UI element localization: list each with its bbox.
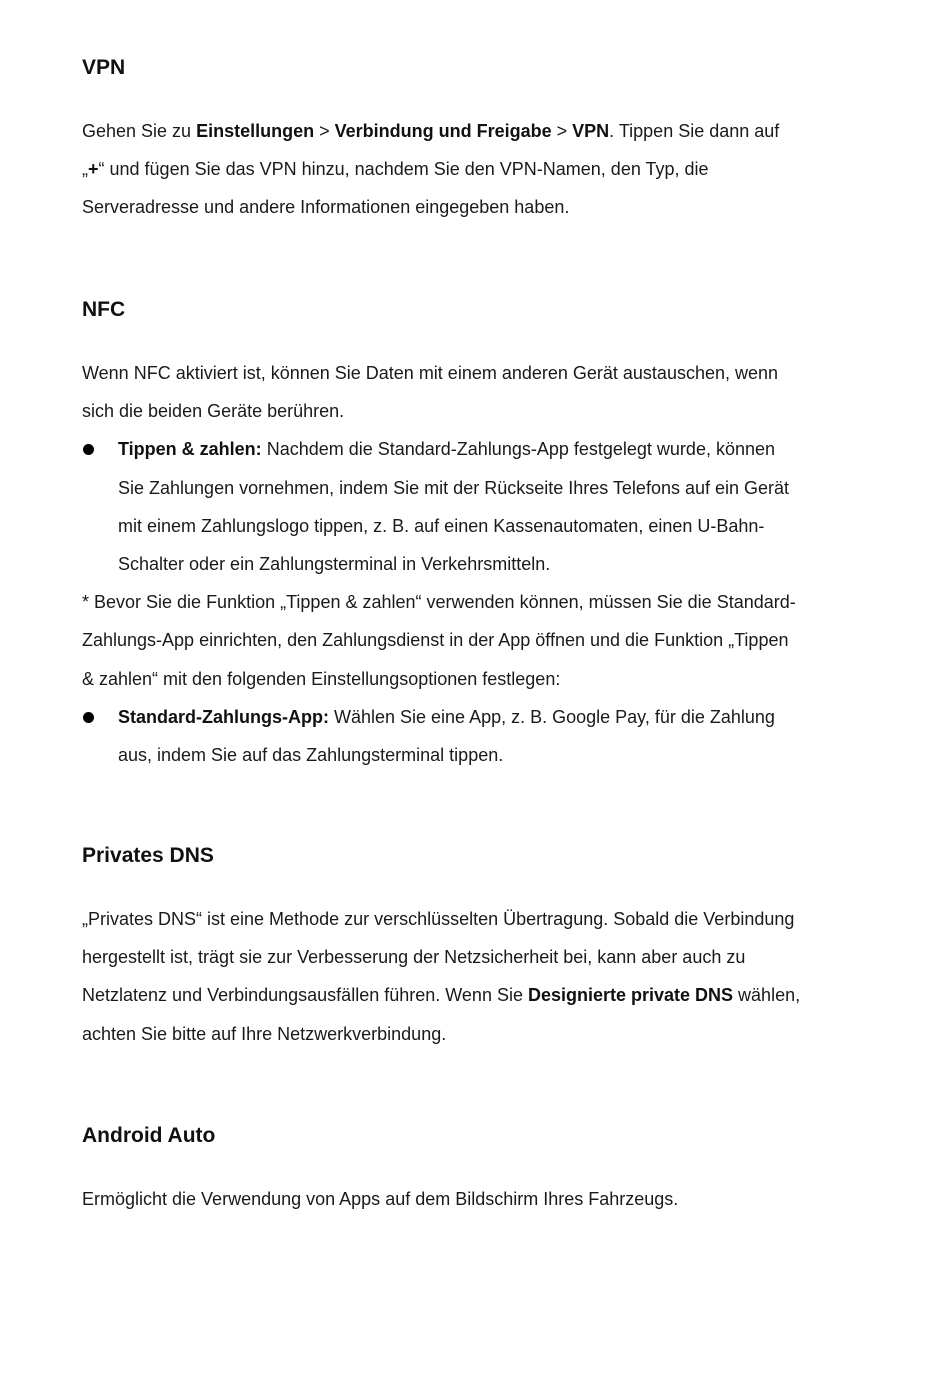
nfc-note: * Bevor Sie die Funktion „Tippen & zahlen“ verwenden können, müssen Sie die Standard-Zahlungs-App einrichten, den Zahlungsdienst in der App öffnen und die Funktion „Tippen & zahlen“ mit den folgenden Einstellungsoptionen festlegen:	[82, 592, 796, 689]
vpn-text-1: Gehen Sie zu	[82, 121, 197, 141]
bullet-label: Tippen & zahlen:	[118, 439, 262, 460]
nfc-bullet-list-1	[82, 430, 802, 583]
nfc-bullet-list-2	[82, 698, 802, 774]
vpn-text-5: “ und fügen Sie das VPN hinzu, nachdem Sie den VPN-Namen, den Typ, die Serveradresse und andere Informationen eingegeben haben.	[82, 159, 709, 218]
bullet-text: Nachdem die Standard-Zahlungs-App festgelegt wurde, können Sie Zahlungen vornehmen, indem Sie mit der Rückseite Ihres Telefons auf ein Gerät mit einem Zahlungslogo tippen, z. B. auf einen Kassenautomaten, einen U-Bahn-Schalter oder ein Zahlungsterminal in Verkehrsmitteln.	[118, 439, 790, 575]
bullet-dot-icon	[83, 712, 94, 723]
vpn-bold-settings: Einstellungen	[196, 121, 315, 141]
dns-heading: Privates DNS	[82, 844, 214, 867]
vpn-paragraph	[82, 112, 802, 227]
dns-bold-designated: Designierte private DNS	[527, 985, 734, 1006]
vpn-bold-plus: +	[88, 159, 99, 180]
nfc-section	[82, 354, 802, 774]
nfc-heading: NFC	[82, 298, 126, 321]
bullet-dot-icon	[83, 444, 94, 455]
android-auto-heading: Android Auto	[82, 1124, 216, 1147]
vpn-heading: VPN	[82, 56, 126, 79]
dns-text-2: wählen, achten Sie bitte auf Ihre Netzwerkverbindung.	[82, 985, 801, 1044]
list-item	[82, 430, 802, 583]
vpn-text-4: . Tippen Sie dann auf „	[82, 121, 780, 180]
vpn-text-2: >	[314, 121, 335, 141]
vpn-text-3: >	[551, 121, 573, 141]
android-auto-paragraph: Ermöglicht die Verwendung von Apps auf dem Bildschirm Ihres Fahrzeugs.	[82, 1189, 679, 1209]
bullet-label: Standard-Zahlungs-App:	[118, 706, 329, 727]
dns-paragraph	[82, 900, 802, 1053]
bullet-text: Wählen Sie eine App, z. B. Google Pay, für die Zahlung aus, indem Sie auf das Zahlungsterminal tippen.	[118, 706, 775, 766]
list-item	[82, 698, 802, 774]
vpn-bold-vpn: VPN	[572, 121, 610, 141]
vpn-bold-connection: Verbindung und Freigabe	[334, 121, 552, 141]
nfc-intro: Wenn NFC aktiviert ist, können Sie Daten mit einem anderen Gerät austauschen, wenn sich die beiden Geräte berühren.	[82, 363, 779, 422]
dns-text-1: „Privates DNS“ ist eine Methode zur verschlüsselten Übertragung. Sobald die Verbindung hergestellt ist, trägt sie zur Verbesserung der Netzsicherheit bei, kann aber auch zu Netzlatenz und Verbindungsausfällen führen. Wenn Sie	[82, 909, 795, 1006]
